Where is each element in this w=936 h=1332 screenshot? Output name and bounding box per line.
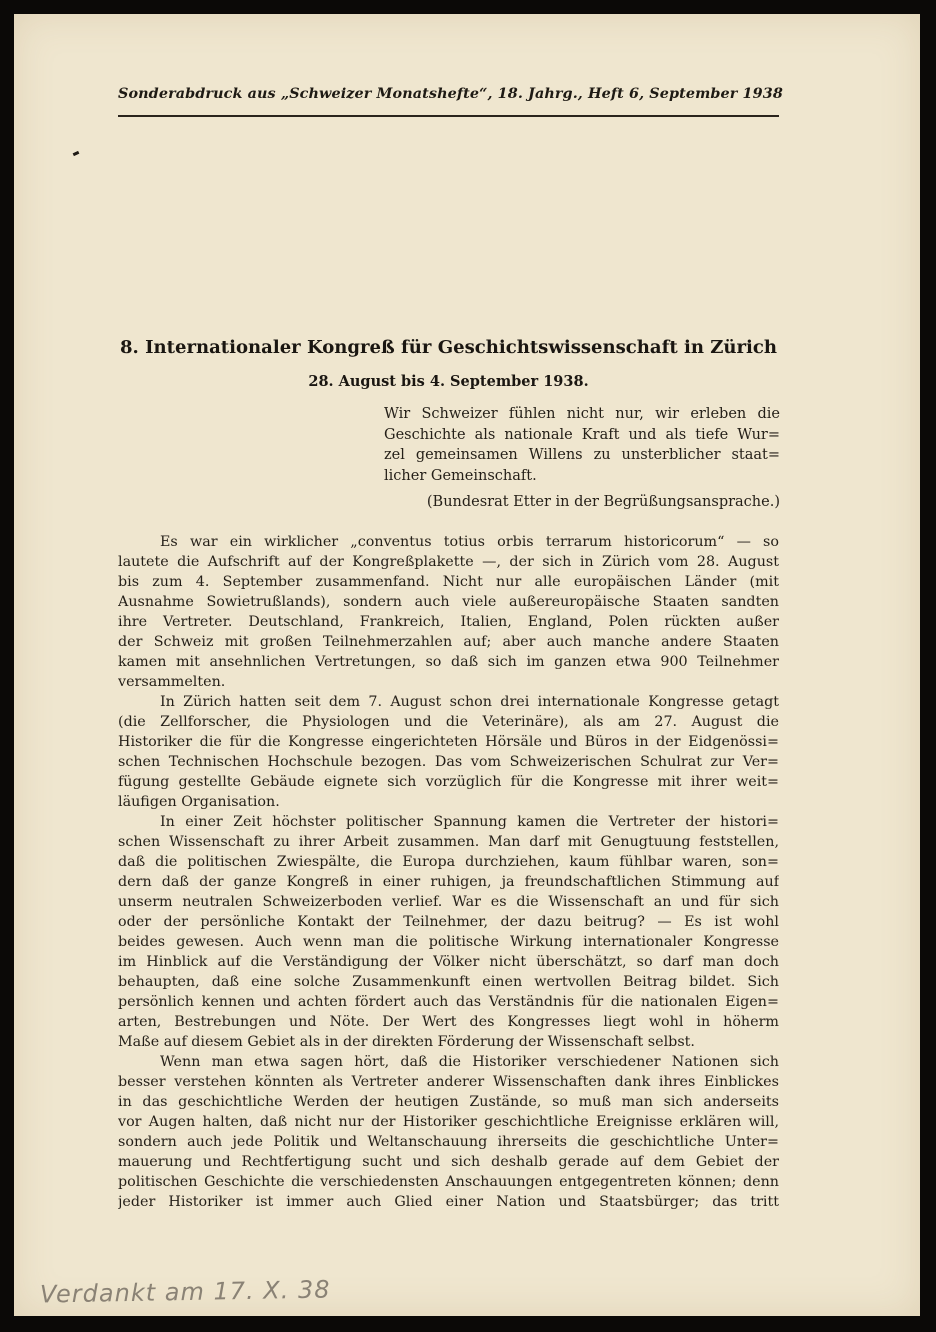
text-line: jeder Historiker ist immer auch Glied einer Nation und Staatsbürger; das tritt [118, 1194, 779, 1210]
paragraph [118, 812, 779, 1052]
paragraph [118, 1052, 779, 1212]
epigraph-line: Wir Schweizer fühlen nicht nur, wir erleben die [384, 406, 780, 422]
text-line: unserm neutralen Schweizerboden verlief. War es die Wissenschaft an und für sich [118, 894, 779, 910]
text-line: schen Wissenschaft zu ihrer Arbeit zusammen. Man darf mit Genugtuung feststellen, [118, 834, 779, 850]
text-line: persönlich kennen und achten fördert auch das Verständnis für die nationalen Eigen= [118, 994, 779, 1010]
text-line: lautete die Aufschrift auf der Kongreßplakette —, der sich in Zürich vom 28. August [118, 554, 779, 570]
text-line: Es war ein wirklicher „conventus totius orbis terrarum historicorum“ — so [160, 534, 779, 550]
text-line: ihre Vertreter. Deutschland, Frankreich, Italien, England, Polen rückten außer [118, 614, 779, 630]
paragraph [118, 692, 779, 812]
text-line: besser verstehen könnten als Vertreter anderer Wissenschaften dank ihres Einblickes [118, 1074, 779, 1090]
text-line: arten, Bestrebungen und Nöte. Der Wert des Kongresses liegt wohl in höherm [118, 1014, 779, 1030]
paragraph [118, 532, 779, 692]
text-line: (die Zellforscher, die Physiologen und die Veterinäre), als am 27. August die [118, 714, 779, 730]
text-line: daß die politischen Zwiespälte, die Europa durchziehen, kaum fühlbar waren, son= [118, 854, 779, 870]
text-line: In einer Zeit höchster politischer Spannung kamen die Vertreter der histori= [160, 814, 779, 830]
text-line: beides gewesen. Auch wenn man die politische Wirkung internationaler Kongresse [118, 934, 779, 950]
text-line: fügung gestellte Gebäude eignete sich vorzüglich für die Kongresse mit ihrer weit= [118, 774, 779, 790]
offprint-header: Sonderabdruck aus „Schweizer Monatshefte“, 18. Jahrg., Heft 6, September 1938 [118, 86, 783, 102]
text-line: oder der persönliche Kontakt der Teilnehmer, der dazu beitrug? — Es ist wohl [118, 914, 779, 930]
text-line: sondern auch jede Politik und Weltanschauung ihrerseits die geschichtliche Unter= [118, 1134, 779, 1150]
text-line: kamen mit ansehnlichen Vertretungen, so daß sich im ganzen etwa 900 Teilnehmer [118, 654, 779, 670]
article-title: 8. Internationaler Kongreß für Geschichtswissenschaft in Zürich [119, 337, 778, 358]
text-line: vor Augen halten, daß nicht nur der Historiker geschichtliche Ereignisse erklären will, [118, 1114, 779, 1130]
text-line: dern daß der ganze Kongreß in einer ruhigen, ja freundschaftlichen Stimmung auf [118, 874, 779, 890]
text-line: behaupten, daß eine solche Zusammenkunft einen wertvollen Beitrag bildet. Sich [118, 974, 779, 990]
text-line: politischen Geschichte die verschiedensten Anschauungen entgegentreten können; denn [118, 1174, 779, 1190]
text-line: der Schweiz mit großen Teilnehmerzahlen auf; aber auch manche andere Staaten [118, 634, 779, 650]
text-line: In Zürich hatten seit dem 7. August schon drei internationale Kongresse getagt [160, 694, 779, 710]
text-line: schen Technischen Hochschule bezogen. Das vom Schweizerischen Schulrat zur Ver= [118, 754, 779, 770]
epigraph-line: licher Gemeinschaft. [384, 467, 537, 484]
epigraph-attribution: (Bundesrat Etter in der Begrüßungsansprache.) [426, 494, 780, 510]
text-line: läufigen Organisation. [118, 794, 280, 810]
text-line: bis zum 4. September zusammenfand. Nicht nur alle europäischen Länder (mit [118, 574, 779, 590]
header-rule [118, 115, 779, 117]
article-body [118, 532, 779, 1212]
text-line: Ausnahme Sowietrußlands), sondern auch viele außereuropäische Staaten sandten [118, 594, 779, 610]
epigraph [384, 404, 780, 513]
article-dates: 28. August bis 4. September 1938. [308, 373, 589, 390]
text-line: in das geschichtliche Werden der heutigen Zustände, so muß man sich anderseits [118, 1094, 779, 1110]
text-line: mauerung und Rechtfertigung sucht und sich deshalb gerade auf dem Gebiet der [118, 1154, 779, 1170]
epigraph-line: zel gemeinsamen Willens zu unsterblicher staat= [384, 447, 780, 463]
text-line: Wenn man etwa sagen hört, daß die Historiker verschiedener Nationen sich [160, 1054, 779, 1070]
text-line: versammelten. [118, 674, 226, 690]
text-line: Historiker die für die Kongresse eingerichteten Hörsäle und Büros in der Eidgenössi= [118, 734, 779, 750]
epigraph-line: Geschichte als nationale Kraft und als tiefe Wur= [384, 426, 780, 443]
text-line: Maße auf diesem Gebiet als in der direkten Förderung der Wissenschaft selbst. [118, 1034, 695, 1050]
handwritten-note: Verdankt am 17. X. 38 [39, 1275, 331, 1309]
text-line: im Hinblick auf die Verständigung der Völker nicht überschätzt, so darf man doch [118, 954, 779, 970]
